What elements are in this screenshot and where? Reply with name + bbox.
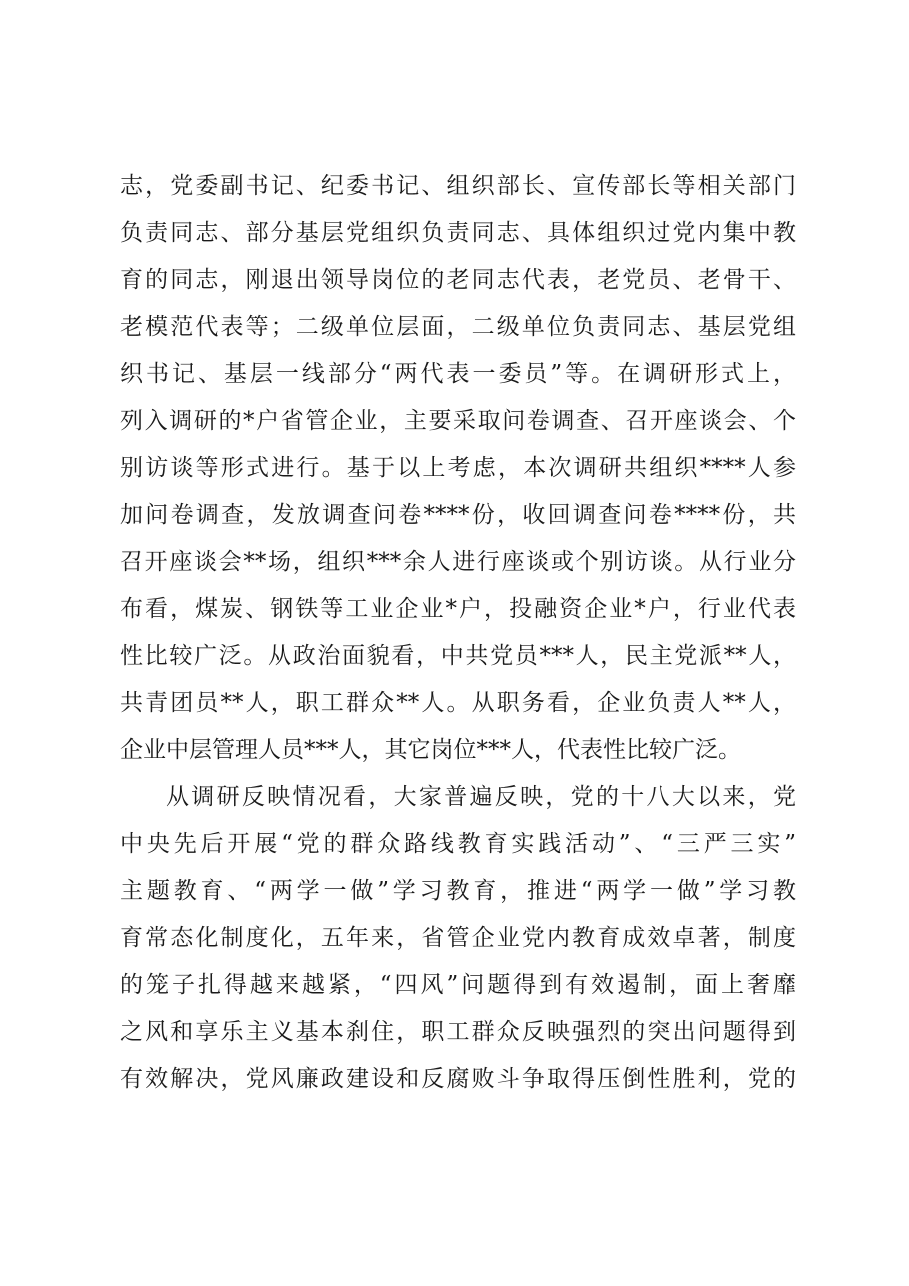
paragraph-line: 负责同志、部分基层党组织负责同志、具体组织过党内集中教	[120, 220, 796, 246]
paragraph-line: 之风和享乐主义基本刹住，职工群众反映强烈的突出问题得到	[120, 1019, 796, 1045]
paragraph-line: 织书记、基层一线部分“两代表一委员”等。在调研形式上，	[120, 361, 796, 387]
paragraph-line: 中央先后开展“党的群众路线教育实践活动”、“三严三实”	[120, 831, 796, 857]
paragraph-line: 有效解决，党风廉政建设和反腐败斗争取得压倒性胜利，党的	[120, 1066, 796, 1092]
paragraph-line: 布看，煤炭、钢铁等工业企业*户，投融资企业*户，行业代表	[120, 596, 796, 622]
paragraph-line: 召开座谈会**场，组织***余人进行座谈或个别访谈。从行业分	[120, 549, 796, 575]
paragraph-line: 共青团员**人，职工群众**人。从职务看，企业负责人**人，	[120, 690, 796, 716]
paragraph-line: 列入调研的*户省管企业，主要采取问卷调查、召开座谈会、个	[120, 408, 796, 434]
paragraph-line: 育的同志，刚退出领导岗位的老同志代表，老党员、老骨干、	[120, 267, 796, 293]
paragraph-line: 性比较广泛。从政治面貌看，中共党员***人，民主党派**人，	[120, 643, 796, 669]
paragraph-line: 主题教育、“两学一做”学习教育，推进“两学一做”学习教	[120, 878, 796, 904]
paragraph-line: 育常态化制度化，五年来，省管企业党内教育成效卓著，制度	[120, 925, 796, 951]
paragraph-line: 企业中层管理人员***人，其它岗位***人，代表性比较广泛。	[120, 737, 741, 763]
paragraph-line: 的笼子扎得越来越紧，“四风”问题得到有效遏制，面上奢靡	[120, 972, 796, 998]
paragraph-line: 从调研反映情况看，大家普遍反映，党的十八大以来，党	[166, 784, 796, 810]
paragraph-line: 加问卷调查，发放调查问卷****份，收回调查问卷****份，共	[120, 502, 796, 528]
paragraph-line: 志，党委副书记、纪委书记、组织部长、宣传部长等相关部门	[120, 173, 796, 199]
paragraph-line: 别访谈等形式进行。基于以上考虑，本次调研共组织****人参	[120, 455, 796, 481]
document-body	[120, 163, 796, 1103]
paragraph-line: 老模范代表等；二级单位层面，二级单位负责同志、基层党组	[120, 314, 796, 340]
